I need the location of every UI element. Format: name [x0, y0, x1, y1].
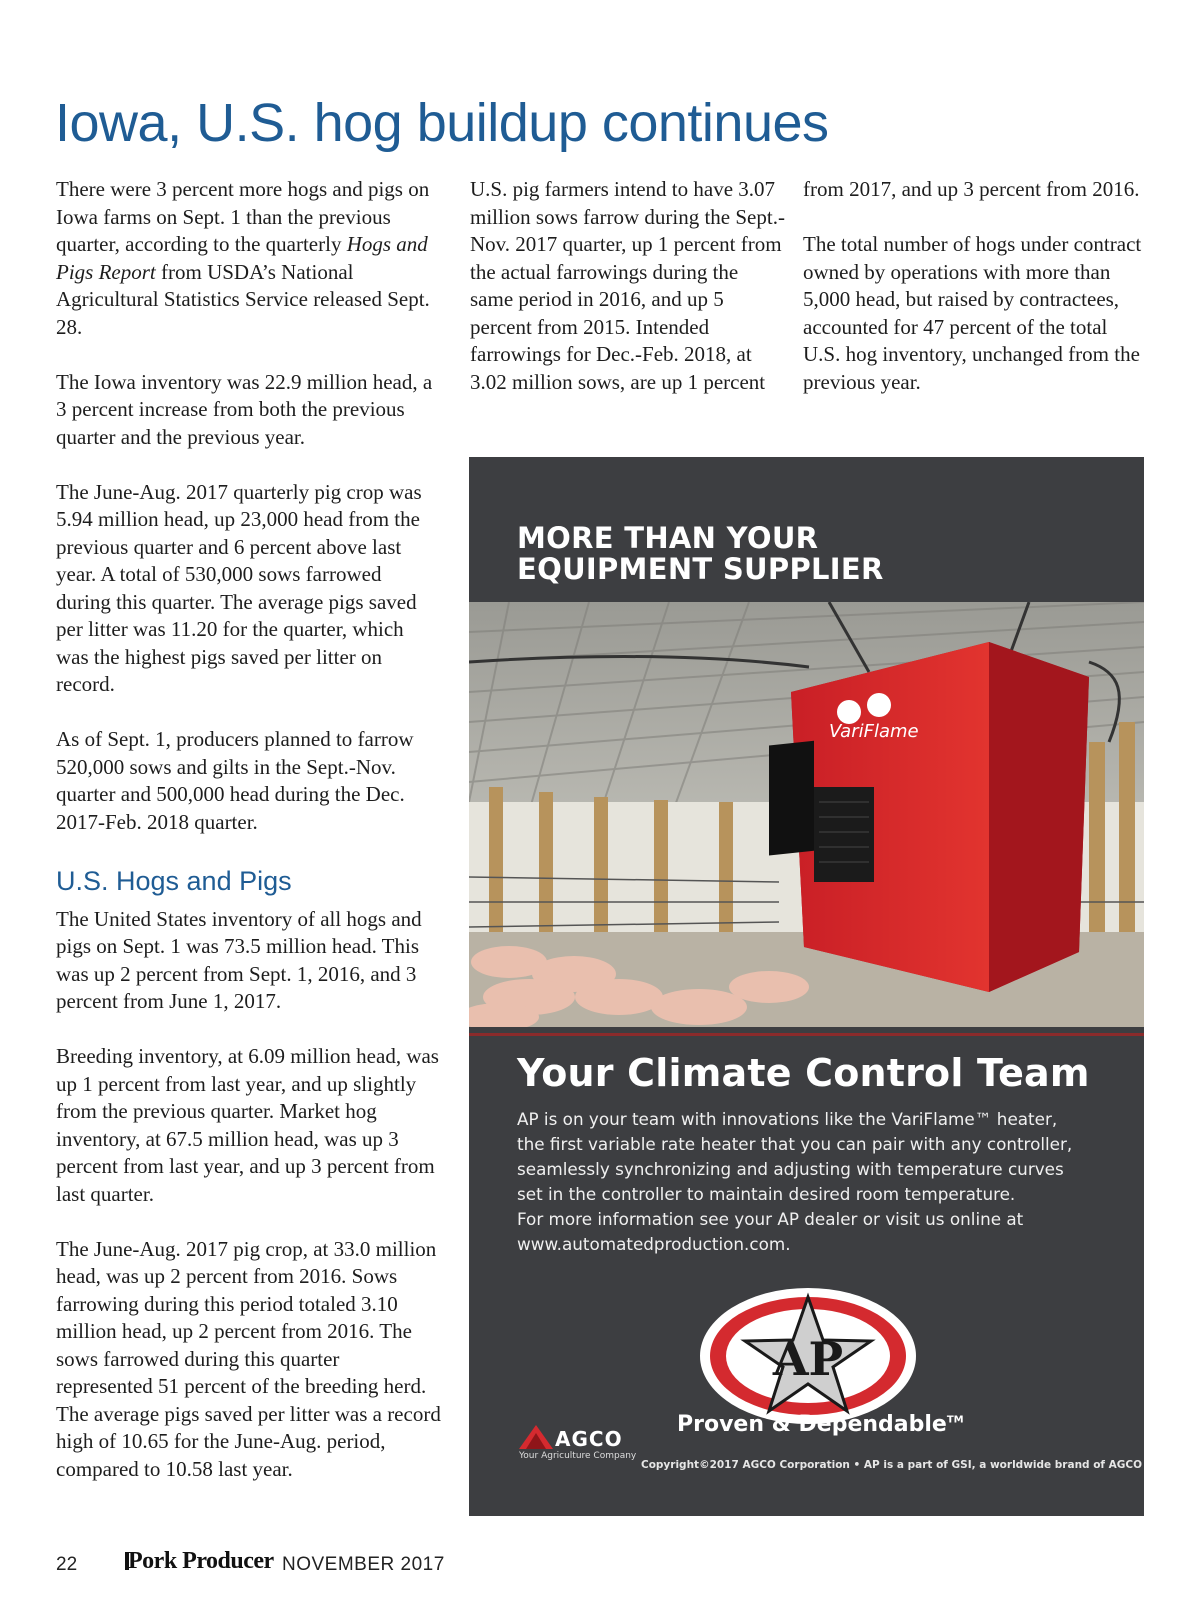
- page-footer: [0, 1540, 1200, 1580]
- paragraph: The June-Aug. 2017 quarterly pig crop was 5.94 million head, up 23,000 head from the previous quarter and 6 percent above last year. A total of 530,000 sows farrowed during this quarter. The average pigs saved per litter was 11.20 for the quarter, which was the highest pigs saved per litter on record.: [56, 479, 422, 696]
- paragraph: Breeding inventory, at 6.09 million head, was up 1 percent from last year, and up slightly from the previous quarter. Market hog inventory, at 67.5 million head, was up 3 percent from last year, and up 3 percent from last quarter.: [56, 1044, 439, 1206]
- publication-name: Pork Producer: [128, 1548, 274, 1574]
- ad-body-line: AP is on your team with innovations like the VariFlame™ heater,: [517, 1109, 1058, 1129]
- ad-divider: [469, 1033, 1144, 1036]
- ad-copyright: Copyright©2017 AGCO Corporation • AP is a part of GSI, a worldwide brand of AGCO: [641, 1459, 1143, 1471]
- ad-slogan: [677, 1412, 964, 1437]
- paragraph: The total number of hogs under contract owned by operations with more than 5,000 head, but raised by contractees, accounted for 47 percent of the total U.S. hog inventory, unchanged from the previous year.: [803, 232, 1142, 394]
- ad-photo-barn-heater: [469, 602, 1144, 1027]
- advertisement: [469, 457, 1144, 1516]
- ad-tagline: Your Climate Control Team: [517, 1051, 1090, 1095]
- ad-headline-line: EQUIPMENT SUPPLIER: [517, 552, 884, 586]
- section-subhead: U.S. Hogs and Pigs: [56, 865, 292, 896]
- paragraph: The June-Aug. 2017 pig crop, at 33.0 million head, was up 2 percent from 2016. Sows farrowing during this period totaled 3.10 million head, up 2 percent from 2016. The sows farrowed during this quarter represented 51 percent of the breeding herd. The average pigs saved per litter was a record high of 10.65 for the June-Aug. period, compared to 10.58 last year.: [56, 1236, 441, 1481]
- ad-slogan-text: Proven & Dependable: [677, 1412, 947, 1437]
- agco-tagline: Your Agriculture Company: [519, 1451, 637, 1461]
- paragraph: U.S. pig farmers intend to have 3.07 million sows farrow during the Sept.-Nov. 2017 quarter, up 1 percent from the actual farrowings during the same period in 2016, and up 5 percent from 2015. Intended farrowings for Dec.-Feb. 2018, at 3.02 million sows, are up 1 percent: [470, 177, 785, 394]
- ap-logo: [697, 1285, 919, 1427]
- ad-website-link[interactable]: www.automatedproduction.com.: [517, 1234, 791, 1254]
- paragraph: The United States inventory of all hogs and pigs on Sept. 1 was 73.5 million head. This was up 2 percent from Sept. 1, 2016, and 3 percent from June 1, 2017.: [56, 906, 422, 1013]
- ad-body-line: For more information see your AP dealer or visit us online at: [517, 1209, 1024, 1229]
- ad-body-line: seamlessly synchronizing and adjusting with temperature curves: [517, 1159, 1064, 1179]
- issue-date: NOVEMBER 2017: [282, 1554, 445, 1575]
- ad-body-line: the first variable rate heater that you can pair with any controller,: [517, 1134, 1073, 1154]
- ad-slogan-trademark: TM: [946, 1414, 964, 1426]
- paragraph: from 2017, and up 3 percent from 2016.: [803, 177, 1140, 201]
- ad-body-text: [517, 1107, 1117, 1257]
- article-column-1: [56, 176, 441, 1511]
- article-title: Iowa, U.S. hog buildup continues: [55, 93, 829, 153]
- ad-headline-line: MORE THAN YOUR: [517, 521, 819, 555]
- ad-body-line: set in the controller to maintain desired room temperature.: [517, 1184, 1016, 1204]
- article-column-2: [470, 176, 785, 424]
- paragraph: There were 3 percent more hogs and pigs on Iowa farms on Sept. 1 than the previous quarter, according to the quarterly Hogs and Pigs Report from USDA’s National Agricultural Statistics Service released Sept. 28.: [56, 177, 430, 339]
- ap-logo-text: AP: [772, 1332, 844, 1386]
- paragraph: As of Sept. 1, producers planned to farrow 520,000 sows and gilts in the Sept.-Nov. quarter and 500,000 head during the Dec. 2017-Feb. 2018 quarter.: [56, 727, 414, 834]
- article-column-3: [803, 176, 1148, 424]
- paragraph: The Iowa inventory was 22.9 million head, a 3 percent increase from both the previous quarter and the previous year.: [56, 369, 433, 449]
- page-number: 22: [56, 1554, 78, 1575]
- agco-triangle-icon: [519, 1425, 553, 1449]
- agco-name: AGCO: [555, 1427, 623, 1451]
- ad-headline: [517, 523, 884, 585]
- heater-brand-label: VariFlame: [829, 721, 919, 742]
